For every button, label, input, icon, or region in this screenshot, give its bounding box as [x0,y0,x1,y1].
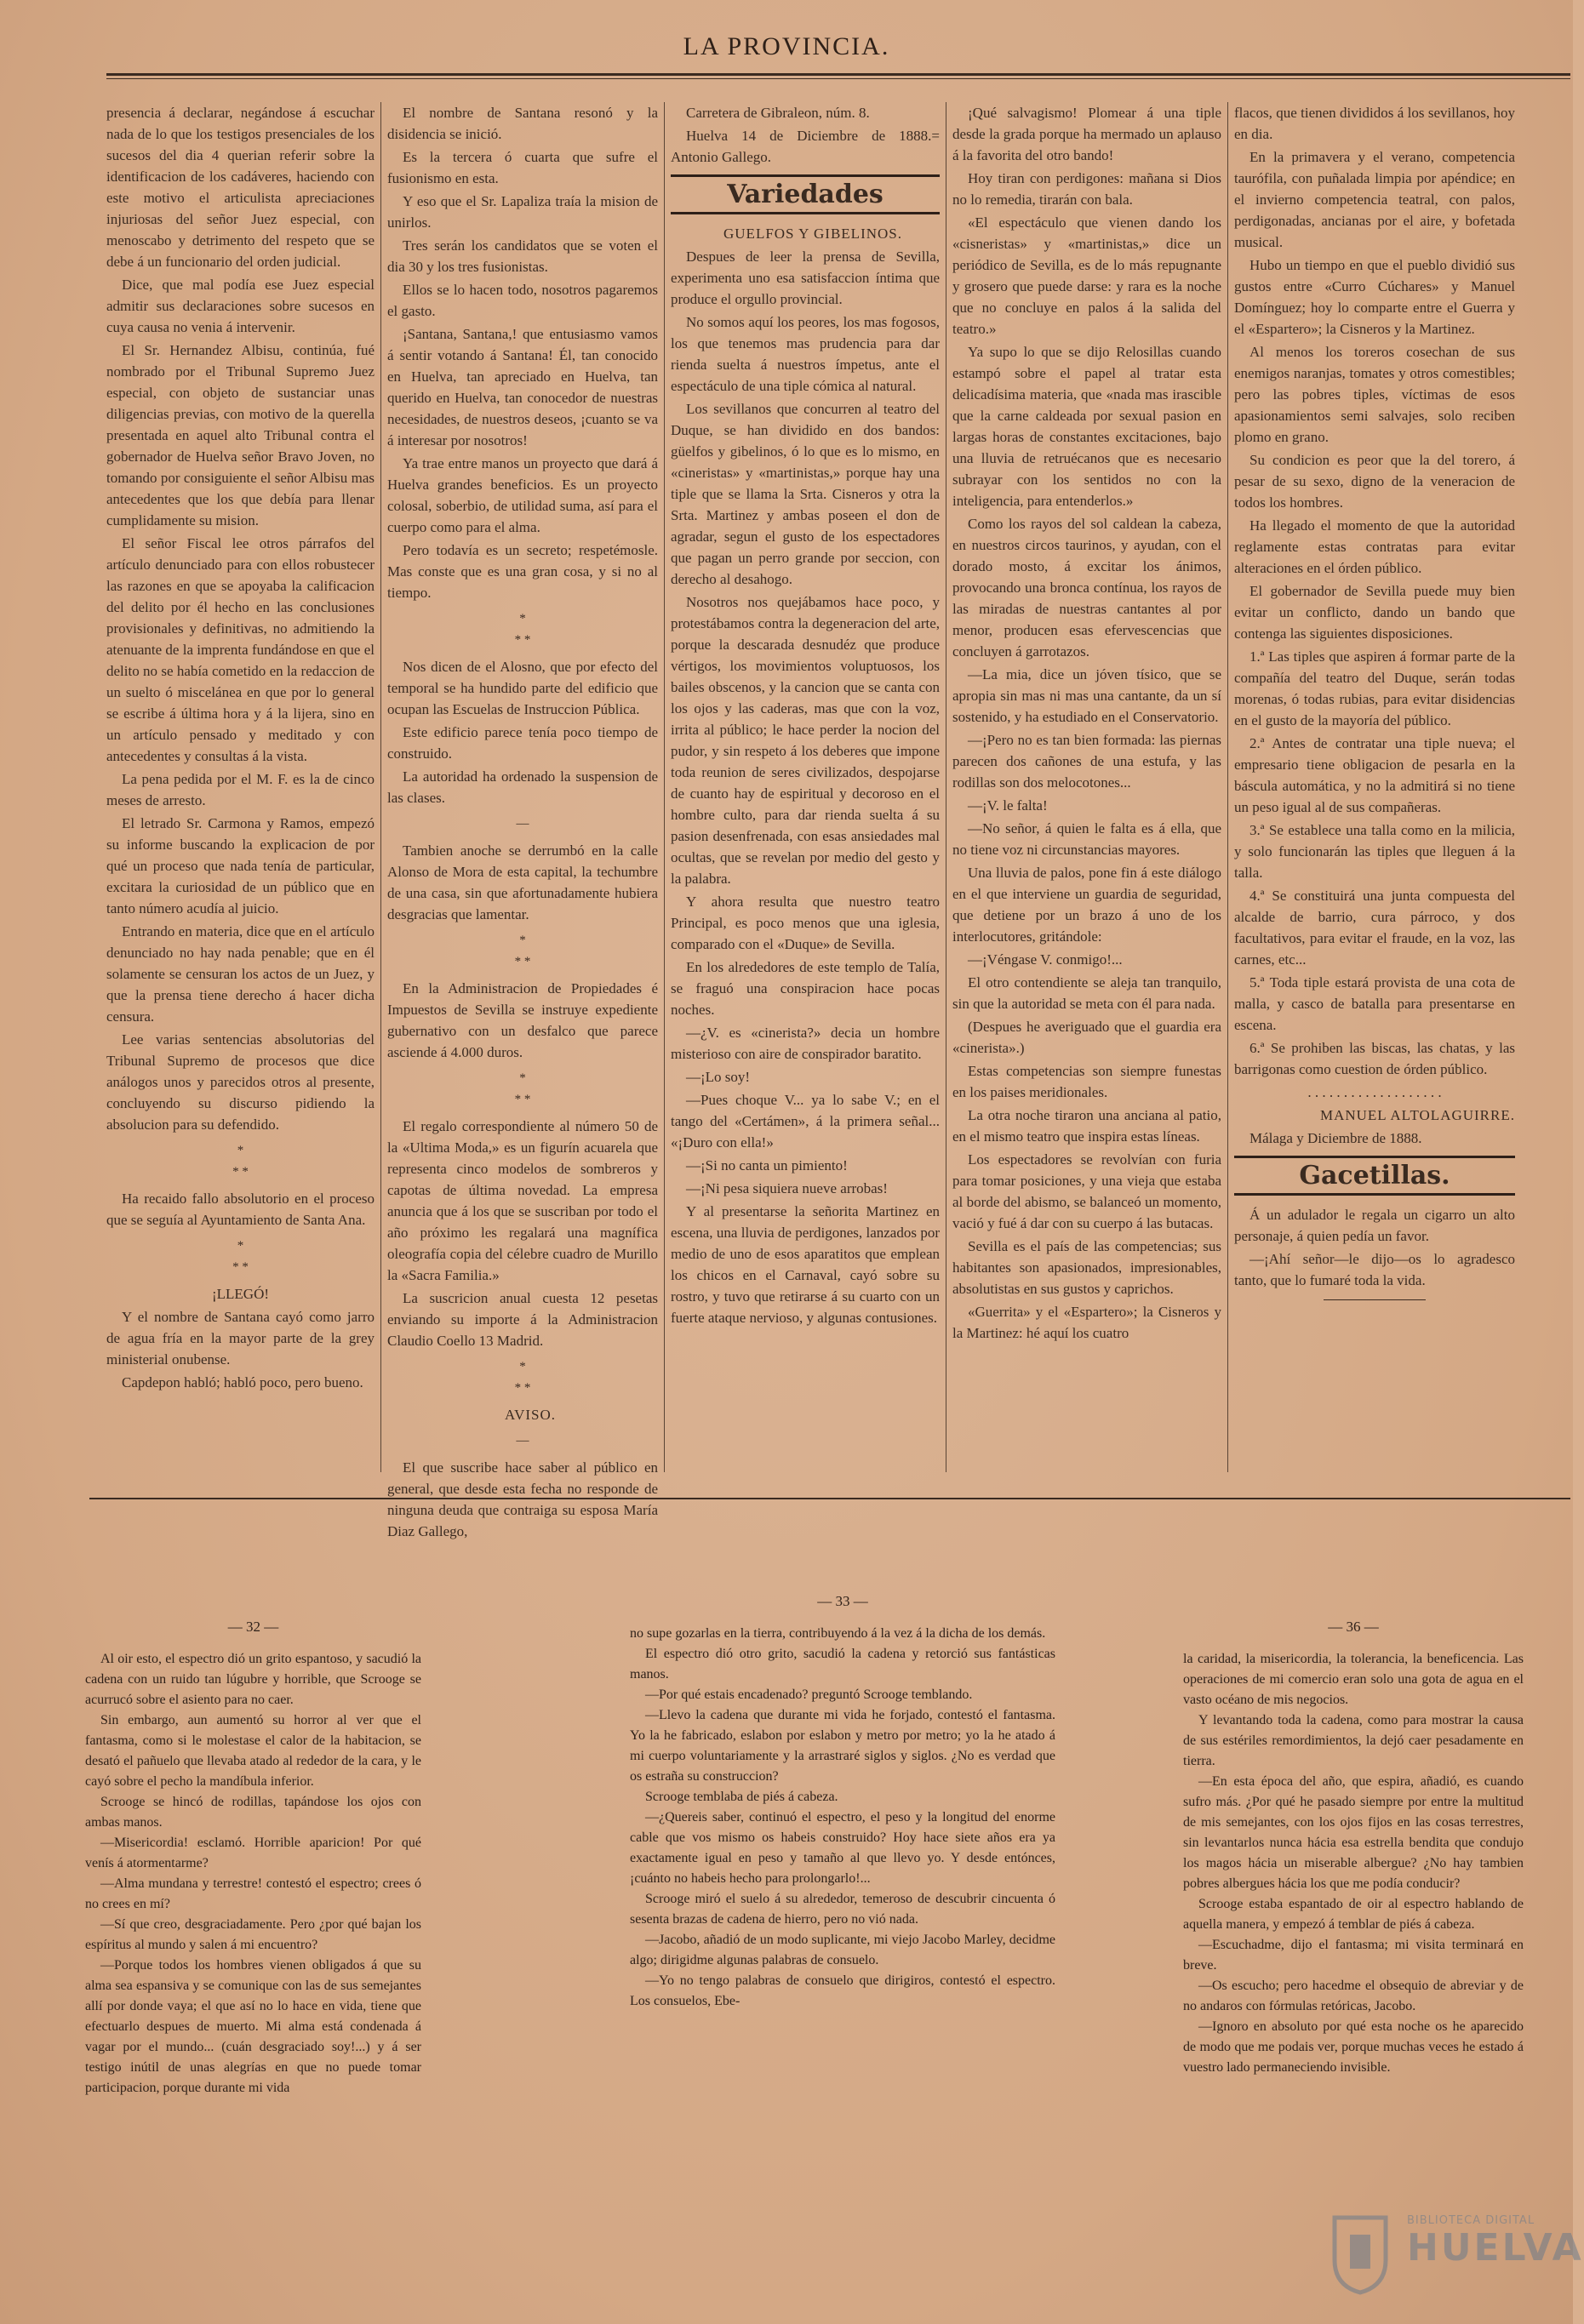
column-1 [106,102,375,1481]
paragraph: —La mia, dice un jóven tísico, que se apropia sin mas ni mas una cantante, da un sí sostenido, y ha estudiado en el Conservatorio. [952,666,1221,725]
paragraph: Los sevillanos que concurren al teatro del Duque, se han dividido en dos bandos: güelfos y gibelinos, ó lo que es lo mismo, en «cineristas» y «martinistas,» porque hay una tiple que se llama la Srta. Cisneros y otra la Srta. Martinez y ambas poseen el don de agradar, segun el gusto de los espectadores que pagan un perro grande por seccion, con derecho al desahogo. [671,401,940,587]
column-divider [1227,102,1228,1472]
paragraph: Y eso que el Sr. Lapaliza traía la mision de unirlos. [387,193,658,231]
asterism: * * * [514,1071,531,1106]
paragraph: Nosotros nos quejábamos hace poco, y protestábamos contra la degeneracion del arte, porque la descarada desnudéz que produce vértigos, los movimientos voluptuosos, los bailes obscenos, y la cancion que se canta con los ojos y las caderas, mas que con la voz, irrita al público; le hace perder la nocion del pudor, y sin respeto á los deberes que impone toda reunion de seres civilizados, despojarse de cuanto hay de espiritual y decoroso en el hombre culto, para dar rienda suelta á su pasion desenfrenada, con esas ansiedades mal ocultas, que se revelan por medio del gesto y la palabra. [671,594,940,887]
paragraph: Pero todavía es un secreto; respetémosle. Mas conste que es una gran cosa, y si no al tiempo. [387,542,658,601]
paragraph: «Guerrita» y el «Espartero»; la Cisneros y la Martinez: hé aquí los cuatro [952,1304,1221,1341]
paragraph: Dice, que mal podía ese Juez especial admitir sus declaraciones sobre sucesos en cuya causa no venia á intervenir. [106,277,375,335]
paragraph: —Por qué estais encadenado? preguntó Scrooge temblando. [645,1687,973,1702]
section-header-variedades: Variedades [671,174,940,214]
paragraph: —Porque todos los hombres vienen obligados á que su alma sea espansiva y se comunique con las de sus semejantes allí por donde vaya; el que así no lo hace en vida, tiene que efectuarlo despues de muerto. Mi alma está condenada á vagar por el mundo... (cuán desgraciado soy!...) y á ser testigo inútil de unas alegrías en que no puede tomar participacion, porque durante mi vida [85,1958,421,2095]
paragraph: El otro contendiente se aleja tan tranquilo, sin que la autoridad se meta con él para nada. [952,974,1221,1012]
paragraph: —Misericordia! esclamó. Horrible aparicion! Por qué venís á atormentarme? [85,1836,421,1870]
paragraph: 2.ª Antes de contratar una tiple nueva; el empresario tiene obligacion de pesarla en la báscula automática, y no la admitirá si no tiene un peso igual al de sus compañeras. [1234,735,1515,815]
paragraph: En la primavera y el verano, competencia taurófila, con puñalada limpia por apéndice; en el invierno competencia teatral, con palos, perdigonadas, ancianas por el aire, y bofetada musical. [1234,149,1515,250]
article-columns [106,102,1570,1539]
column-4 [952,102,1221,1481]
paragraph: El señor Fiscal lee otros párrafos del artículo denunciado para con ellos robustecer las razones en que se apoyaba la calificacion del delito por él hecho en las conclusiones provisionales y definitivas, no admitiendo la atenuante de la imprenta fundándose en que el delito no se había cometido en la redaccion de un suelto ó miscelánea en que por lo general se escribe á última hora y á la lijera, sino en un artículo pensado y meditado y con antecedentes y consultas á la vista. [106,535,375,764]
paragraph: —¡V. le falta! [968,797,1048,814]
aviso-heading: AVISO. [504,1407,556,1423]
masthead-rule [106,73,1570,76]
library-watermark [1326,2205,1584,2298]
paragraph: —Yo no tengo palabras de consuelo que dirigiros, contestó el espectro. Los consuelos, Ebe- [630,1973,1055,2008]
page-number: — 33 — [817,1593,868,1609]
page-bottom-rule [89,1498,1570,1499]
paragraph: Despues de leer la prensa de Sevilla, experimenta uno esa satisfaccion íntima que produce el orgullo provincial. [671,248,940,307]
paragraph: La autoridad ha ordenado la suspension de las clases. [387,768,658,806]
paragraph: Este edificio parece tenía poco tiempo de construido. [387,724,658,762]
asterism: * * * [514,934,531,968]
paragraph: Al oir esto, el espectro dió un grito espantoso, y sacudió la cadena con un ruido tan lúgubre y horrible, que Scrooge se acurrucó sobre el asiento para no caer. [85,1652,421,1707]
paragraph: El regalo correspondiente al número 50 de la «Ultima Moda,» es un figurín acuarela que representa cinco modelos de sombreros y capotas de última novedad. La empresa anuncia que á los que se suscriban por todo el año próximo les regalará una magnífica oleografía copia del célebre cuadro de Murillo la «Sacra Familia.» [387,1118,658,1283]
paragraph: La otra noche tiraron una anciana al patio, en el mismo teatro que inspira estas líneas. [952,1107,1221,1145]
paragraph: Ha llegado el momento de que la autoridad reglamente estas contratas para evitar alteraciones en el órden público. [1234,517,1515,576]
paragraph: —¡Ni pesa siquiera nueve arrobas! [686,1180,888,1196]
paragraph: Carretera de Gibraleon, núm. 8. [686,105,870,121]
paragraph: No somos aquí los peores, los mas fogosos, los que tenemos mas prudencia para dar rienda suelta á nuestros ímpetus, ante el espectáculo de una tiple cómica al natural. [671,314,940,394]
folletin-page-32 [85,1617,421,2315]
paragraph: —Ignoro en absoluto por qué esta noche os he aparecido de modo que me podais ver, porque muchas veces he estado á vuestro lado permaneciendo invisible. [1183,2019,1524,2075]
paragraph: La pena pedida por el M. F. es la de cinco meses de arresto. [106,771,375,808]
paragraph: —Jacobo, añadió de un modo suplicante, mi viejo Jacobo Marley, decidme algo; dirigidme algunas palabras de consuelo. [630,1933,1055,1967]
paragraph: Hoy tiran con perdigones: mañana si Dios no lo remedia, tirarán con bala. [952,170,1221,208]
paragraph: —Os escucho; pero hacedme el obsequio de abreviar y de no andaros con fórmulas retóricas, Jacobo. [1183,1979,1524,2013]
paragraph: —Escuchadme, dijo el fantasma; mi visita terminará en breve. [1183,1938,1524,1973]
paragraph: Hubo un tiempo en que el pueblo dividió sus gustos entre «Curro Cúchares» y Manuel Domínguez; hoy lo comparte entre el Guerra y el «Espartero»; la Cisneros y la Martinez. [1234,257,1515,337]
paragraph: —No señor, á quien le falta es á ella, que no tiene voz ni circunstancias mayores. [952,820,1221,858]
paragraph: Scrooge estaba espantado de oir al espectro hablando de aquella manera, y empezó á temblar de piés á cabeza. [1183,1897,1524,1932]
paragraph: Huelva 14 de Diciembre de 1888.= Antonio Gallego. [671,128,940,165]
headline-llego: ¡LLEGÓ! [211,1286,270,1302]
dotted-separator: . . . . . . . . . . . . . . . . . . . [1307,1084,1442,1100]
paragraph: Scrooge se hincó de rodillas, tapándose los ojos con ambas manos. [85,1795,421,1830]
masthead-title: LA PROVINCIA. [683,32,890,60]
paragraph: flacos, que tienen divididos á los sevillanos, hoy en dia. [1234,105,1515,142]
paragraph: no supe gozarlas en la tierra, contribuyendo á la vez á la dicha de los demás. [630,1626,1046,1641]
paragraph: Ya trae entre manos un proyecto que dará á Huelva grandes beneficios. Es un proyecto colosal, soberbio, de utilidad suma, así para el cuerpo como para el alma. [387,455,658,535]
paragraph: presencia á declarar, negándose á escuchar nada de lo que los testigos presenciales de los sucesos del dia 4 querian referir sobre la identificacion de los cadáveres, haciendo con este motivo el articulista apreciaciones injuriosas del señor Juez especial, con menoscabo y detrimento del respeto que se debe á un funcionario del orden judicial. [106,105,375,270]
column-5 [1234,102,1515,1481]
paragraph: —¡Si no canta un pimiento! [686,1157,848,1173]
asterism: * * * [232,1239,249,1274]
paragraph: 5.ª Toda tiple estará provista de una cota de malla, y casco de batalla para presentarse en escena. [1234,974,1515,1033]
paragraph: —¿V. es «cinerista?» decia un hombre misterioso con aire de conspirador baratito. [671,1025,940,1062]
paragraph: Una lluvia de palos, pone fin á este diálogo en el que interviene un guardia de seguridad, que detiene por un brazo á uno de los interlocutores, gritándole: [952,865,1221,945]
paragraph: Ha recaido fallo absolutorio en el proceso que se seguía al Ayuntamiento de Santa Ana. [106,1191,375,1228]
paragraph: La suscricion anual cuesta 12 pesetas enviando su importe á la Administracion Claudio Coello 13 Madrid. [387,1290,658,1349]
paragraph: —¡Lo soy! [686,1069,751,1085]
asterism: * * * [514,1360,531,1395]
watermark-text [1407,2214,1584,2270]
paragraph: El Sr. Hernandez Albisu, continúa, fué nombrado por el Tribunal Supremo Juez especial, con objeto de sustanciar unas diligencias previas, con motivo de la querella presentada en aquel alto Tribunal contra el gobernador de Huelva señor Bravo Joven, no tomando por consiguiente el señor Albisu mas antecedentes que los que debía para llenar cumplidamente su mision. [106,342,375,528]
paragraph: Ya supo lo que se dijo Relosillas cuando estampó sobre el papel al tratar esta delicadísima materia, que «nada mas irascible que la carne caldeada por sexual pasion en largas horas de constantes excitaciones, bajo una lluvia de retruécanos que es necesario subrayar con los sentidos no con la inteligencia, para entenderlos.» [952,344,1221,509]
paragraph: —Alma mundana y terrestre! contestó el espectro; crees ó no crees en mí? [85,1876,421,1911]
column-3 [671,102,940,1481]
paragraph: El nombre de Santana resonó y la disidencia se inició. [387,105,658,142]
column-divider [664,102,665,1472]
page-number: — 32 — [227,1619,279,1635]
folletin-page-33 [630,1591,1055,2289]
paragraph: En los alrededores de este templo de Talía, se fraguó una conspiracion hace pocas noches. [671,959,940,1018]
paragraph: Ellos se lo hacen todo, nosotros pagaremos el gasto. [387,282,658,319]
paragraph: —¡Pero no es tan bien formada: las piernas parecen dos cañones de una estufa, y las rodillas son dos melocotones... [952,732,1221,791]
paragraph: Y ahora resulta que nuestro teatro Principal, es poco menos que una iglesia, comparado con el «Duque» de Sevilla. [671,894,940,952]
paragraph: En la Administracion de Propiedades é Impuestos de Sevilla se instruye expediente gubernativo con un desfalco que parece asciende á 4.000 duros. [387,980,658,1060]
paragraph: Sin embargo, aun aumentó su horror al ver que el fantasma, como si le molestase el calor de la habitacion, se desató el pañuelo que llevaba atado al rededor de la cara, y le cayó sobre el pecho la mandíbula inferior. [85,1713,421,1789]
paragraph: 3.ª Se establece una talla como en la milicia, y solo funcionarán las tiples que lleguen á la talla. [1234,822,1515,881]
folletin-strip [85,1593,1532,2315]
paragraph: Tambien anoche se derrumbó en la calle Alonso de Mora de esta capital, la techumbre de una casa, sin que afortunadamente hubiera desgracias que lamentar. [387,842,658,922]
paragraph: —¿Quereis saber, continuó el espectro, el peso y la longitud del enorme cable que vos mismo os habeis construido? Hoy hace siete años era ya exactamente igual en peso y tamaño al que llevo yo. Y desde entónces, ¡cuánto no habeis hecho para prolongarlo!... [630,1810,1055,1886]
watermark-big-text: HUELVA [1407,2226,1584,2270]
masthead-rule-thin [106,78,1570,79]
paragraph: Entrando en materia, dice que en el artículo denunciado no hay nada penable; que en él solamente se censuran los actos de un Juez, y que la prensa tiene derecho á hacer dicha censura. [106,923,375,1025]
paragraph: Como los rayos del sol caldean la cabeza, en nuestros circos taurinos, y ayudan, con el dorado mosto, á excitar los ánimos, provocando una bronca contínua, los rayos de las miradas de nuestras cantantes al por menor, producen esas efervescencias que concluyen á garrotazos. [952,516,1221,660]
paragraph: 1.ª Las tiples que aspiren á formar parte de la compañía del teatro del Duque, serán todas morenas, ó todas rubias, para evitar disidencias en el gusto de la mayoría del público. [1234,648,1515,728]
paragraph: El gobernador de Sevilla puede muy bien evitar un conflicto, dando un bando que contenga las siguientes disposiciones. [1234,583,1515,642]
paragraph: Lee varias sentencias absolutorias del Tribunal Supremo de procesos que dice análogos unos y parecidos otros al presente, concluyendo su discurso pidiendo la absolucion para su defendido. [106,1031,375,1133]
dash-separator: — [516,1434,529,1448]
watermark-small-text: BIBLIOTECA DIGITAL [1407,2214,1535,2227]
paragraph: ¡Qué salvagismo! Plomear á una tiple desde la grada porque ha mermado un aplauso á la favorita del otro bando! [952,105,1221,163]
paragraph: Su condicion es peor que la del torero, á pesar de su sexo, digno de la veneracion de todos los hombres. [1234,452,1515,511]
paragraph: Scrooge miró el suelo á su alrededor, temeroso de descubrir cincuenta ó sesenta brazas de cadena de hierro, pero no vió nada. [630,1892,1055,1927]
paragraph: —¡Véngase V. conmigo!... [968,951,1123,968]
section-header-gacetillas: Gacetillas. [1234,1156,1515,1196]
paragraph: —En esta época del año, que espira, añadió, es cuando sufro más. ¿Por qué he pasado siempre por entre la multitud de mis semejantes, con los ojos fijos en las cosas terrestres, sin levantarlos nunca hácia esa estrella bendita que condujo los magos hácia un miserable albergue? ¿No hay tambien pobres albergues hácia los que me podía conducir? [1183,1774,1524,1891]
author-signature: MANUEL ALTOLAGUIRRE. [1319,1107,1515,1123]
article-subtitle: GUELFOS Y GIBELINOS. [723,226,902,242]
paragraph: ¡Santana, Santana,! que entusiasmo vamos á sentir votando á Santana! Él, tan conocido en Huelva, tan apreciado en Huelva, tan querido en Huelva, tan conocedor de nuestras necesidades, de nuestros deseos, ¡cuanto se va á interesar por nosotros! [387,326,658,448]
paragraph: Es la tercera ó cuarta que sufre el fusionismo en esta. [387,149,658,186]
paragraph: «El espectáculo que vienen dando los «cisneristas» y «martinistas,» dice un periódico de Sevilla, es de lo más repugnante y grosero que puede darse: y rara es la noche que no concluye en palos á la salida del teatro.» [952,214,1221,337]
paragraph: El espectro dió otro grito, sacudió la cadena y retorció sus fantásticas manos. [630,1647,1055,1682]
asterism: * * * [232,1144,249,1179]
paragraph: Nos dicen de el Alosno, que por efecto del temporal se ha hundido parte del edificio que ocupan las Escuelas de Instruccion Pública. [387,659,658,717]
paragraph: Estas competencias son siempre funestas en los paises meridionales. [952,1063,1221,1100]
paragraph: Y levantando toda la cadena, como para mostrar la causa de sus estériles remordimientos, la dejó caer pesadamente en tierra. [1183,1713,1524,1768]
paragraph: El letrado Sr. Carmona y Ramos, empezó su informe buscando la explicacion de por qué un proceso que nada tenía de particular, excitara la curiosidad de un público que en tanto número acudía al juicio. [106,815,375,916]
paragraph: Á un adulador le regala un cigarro un alto personaje, á quien pedía un favor. [1234,1207,1515,1244]
paragraph: El que suscribe hace saber al público en general, que desde esta fecha no responde de ninguna deuda que contraiga su esposa María Diaz Gallego, [387,1459,658,1539]
paragraph: —Pues choque V... ya lo sabe V.; en el tango del «Certámen», á la primera señal... «¡Duro con ella!» [671,1092,940,1151]
seal-icon [1326,2209,1394,2294]
paragraph: Y el nombre de Santana cayó como jarro de agua fría en la mayor parte de la grey ministerial onubense. [106,1309,375,1368]
paragraph: Sevilla es el país de las competencias; sus habitantes son apasionados, impresionables, absolutistas en sus gustos y caprichos. [952,1238,1221,1297]
dateline: Málaga y Diciembre de 1888. [1249,1130,1422,1146]
dash-separator: — [516,817,529,831]
paragraph: —Sí que creo, desgraciadamente. Pero ¿por qué bajan los espíritus al mundo y salen á mi encuentro? [85,1917,421,1952]
end-rule [1324,1299,1426,1300]
paragraph: Scrooge temblaba de piés á cabeza. [645,1790,838,1804]
asterism: * * * [514,612,531,647]
paragraph: —¡Ahí señor—le dijo—os lo agradesco tanto, que lo fumaré toda la vida. [1234,1251,1515,1288]
paragraph: Capdepon habló; habló poco, pero bueno. [122,1374,363,1390]
paragraph: Tres serán los candidatos que se voten el dia 30 y los tres fusionistas. [387,237,658,275]
paragraph: 4.ª Se constituirá una junta compuesta del alcalde de barrio, cura párroco, y dos facultativos, para evitar el fraude, en la voz, las carnes, etc... [1234,888,1515,968]
column-2 [387,102,658,1539]
paragraph: Y al presentarse la señorita Martinez en escena, una lluvia de perdigones, lanzados por medio de uno de esos aparatitos que emplean los chicos en el Carnaval, cayó sobre su rostro, y tuvo que retirarse á su cuarto con un fuerte ataque nervioso, y algunas contusiones. [671,1203,940,1326]
paragraph: (Despues he averiguado que el guardia era «cinerista».) [952,1019,1221,1056]
column-divider [380,102,381,1472]
paragraph: Al menos los toreros cosechan de sus enemigos naranjas, tomates y otros comestibles; pero las pobres tiples, víctimas de esos apasionamientos semi salvajes, solo reciben plomo en grano. [1234,344,1515,445]
paragraph: Los espectadores se revolvían con furia para tomar posiciones, y una vieja que estaba al borde del abismo, se balanceó un momento, vació y fué á dar con su cuerpo á las butacas. [952,1151,1221,1231]
paragraph: la caridad, la misericordia, la tolerancia, la beneficencia. Las operaciones de mi comercio eran solo una gota de agua en el vasto océano de mis negocios. [1183,1652,1524,1707]
page-number: — 36 — [1328,1619,1379,1635]
paragraph: 6.ª Se prohiben las biscas, las chatas, y las barrigonas como cuestion de órden público. [1234,1040,1515,1077]
paragraph: —Llevo la cadena que durante mi vida he forjado, contestó el fantasma. Yo la he fabricado, eslabon por eslabon y metro por metro; yo la he atado á mi cuerpo voluntariamente y la arrastraré siglos y siglos. ¿No es verdad que os estraña su construccion? [630,1708,1055,1784]
